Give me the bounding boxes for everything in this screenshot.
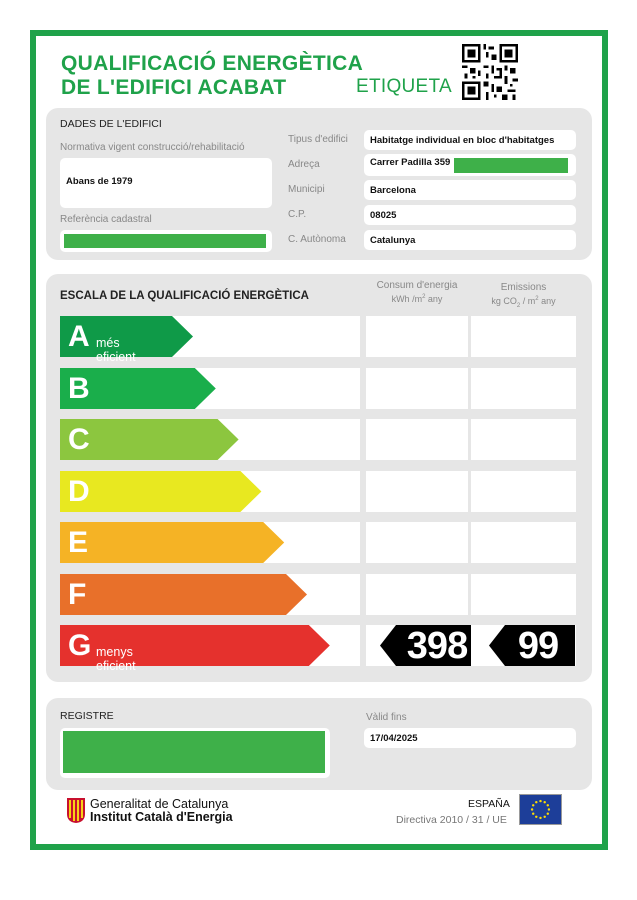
emissions-cell [471, 419, 576, 460]
normativa-label: Normativa vigent construcció/rehabilitació [60, 142, 245, 153]
consum-cell [366, 522, 468, 563]
eu-star-icon [532, 812, 534, 814]
band-letter: G [68, 629, 92, 662]
consum-cell [366, 368, 468, 409]
emissions-rating-arrow [489, 625, 575, 666]
eu-star-icon [539, 817, 541, 819]
ca-field: Catalunya [364, 230, 576, 250]
label-body [36, 36, 602, 844]
eu-star-icon [532, 804, 534, 806]
building-section-title: DADES DE L'EDIFICI [60, 118, 162, 130]
municipi-label: Municipi [288, 184, 325, 195]
consum-cell [366, 574, 468, 615]
eu-star-icon [548, 808, 550, 810]
eu-star-icon [531, 808, 533, 810]
consum-header: Consum d'energia [376, 280, 458, 291]
band-letter: E [68, 526, 89, 559]
eu-flag-icon [519, 794, 562, 825]
tipus-field: Habitatge individual en bloc d'habitatges [364, 130, 576, 150]
normativa-field: Abans de 1979 [60, 158, 272, 208]
band-letter: C [68, 423, 90, 456]
eu-star-icon [543, 801, 545, 803]
registre-field [60, 728, 330, 778]
energy-scale-panel [46, 274, 592, 682]
eu-star-icon [535, 801, 537, 803]
qr-code-icon [462, 44, 518, 100]
municipi-field: Barcelona [364, 180, 576, 200]
band-letter: B [68, 371, 90, 405]
referencia-label: Referència cadastral [60, 214, 152, 225]
label-frame [30, 30, 608, 850]
ca-label: C. Autònoma [288, 234, 346, 245]
band-arrow [60, 522, 285, 563]
eu-star-icon [547, 804, 549, 806]
rating-value: 99 [517, 625, 559, 667]
generalitat-text: Generalitat de Catalunya [90, 797, 229, 811]
consum-cell [366, 625, 468, 666]
valid-label: Vàlid fins [366, 712, 407, 723]
title-line-2: DE L'EDIFICI ACABAT [61, 76, 287, 99]
emissions-header: Emissions [500, 282, 547, 293]
emissions-unit: kg $CO_2 / m^2$ any [491, 296, 556, 309]
consum-cell [366, 316, 468, 357]
consum-unit: kWh $/m^2$ any [391, 294, 443, 304]
emissions-cell [471, 316, 576, 357]
generalitat-seal-icon [66, 796, 86, 824]
cp-field: 08025 [364, 205, 576, 225]
consum-cell [366, 471, 468, 512]
redacted-bar [64, 234, 266, 248]
consum-cell [366, 419, 468, 460]
band-sublabel: menys eficient [96, 645, 136, 673]
registre-panel [46, 698, 592, 790]
adreca-label: Adreça [288, 159, 320, 170]
adreca-value: Carrer Padilla 359 [370, 157, 451, 168]
rating-value: 398 [406, 625, 468, 667]
adreca-field [364, 154, 576, 176]
institut-text: Institut Català d'Energia [90, 810, 233, 824]
redacted-bar [63, 731, 325, 773]
band-letter: A [68, 320, 90, 353]
building-data-panel [46, 108, 592, 260]
emissions-cell [471, 574, 576, 615]
tipus-label: Tipus d'edifici [288, 134, 348, 145]
registre-section-title: REGISTRE [60, 710, 114, 722]
band-letter: D [68, 474, 90, 508]
eu-star-icon [535, 816, 537, 818]
redacted-bar [454, 158, 568, 173]
emissions-cell [471, 368, 576, 409]
emissions-cell [471, 522, 576, 563]
emissions-cell [471, 625, 576, 666]
eu-star-icon [543, 816, 545, 818]
etiqueta-label: ETIQUETA [356, 76, 452, 97]
scale-section-title: ESCALA DE LA QUALIFICACIÓ ENERGÈTICA [60, 290, 309, 302]
referencia-field [60, 230, 272, 252]
band-arrow [60, 471, 262, 512]
consum-rating-arrow [380, 625, 482, 666]
directiva-text: Directiva 2010 / 31 / UE [396, 814, 507, 826]
band-letter: F [68, 577, 87, 611]
cp-label: C.P. [288, 209, 307, 220]
band-sublabel: més eficient [96, 336, 136, 364]
eu-star-icon [539, 800, 541, 802]
band-arrow [60, 574, 308, 615]
valid-field: 17/04/2025 [364, 728, 576, 748]
title-line-1: QUALIFICACIÓ ENERGÈTICA [61, 52, 364, 75]
eu-star-icon [547, 812, 549, 814]
emissions-cell [471, 471, 576, 512]
espana-text: ESPAÑA [468, 798, 510, 810]
